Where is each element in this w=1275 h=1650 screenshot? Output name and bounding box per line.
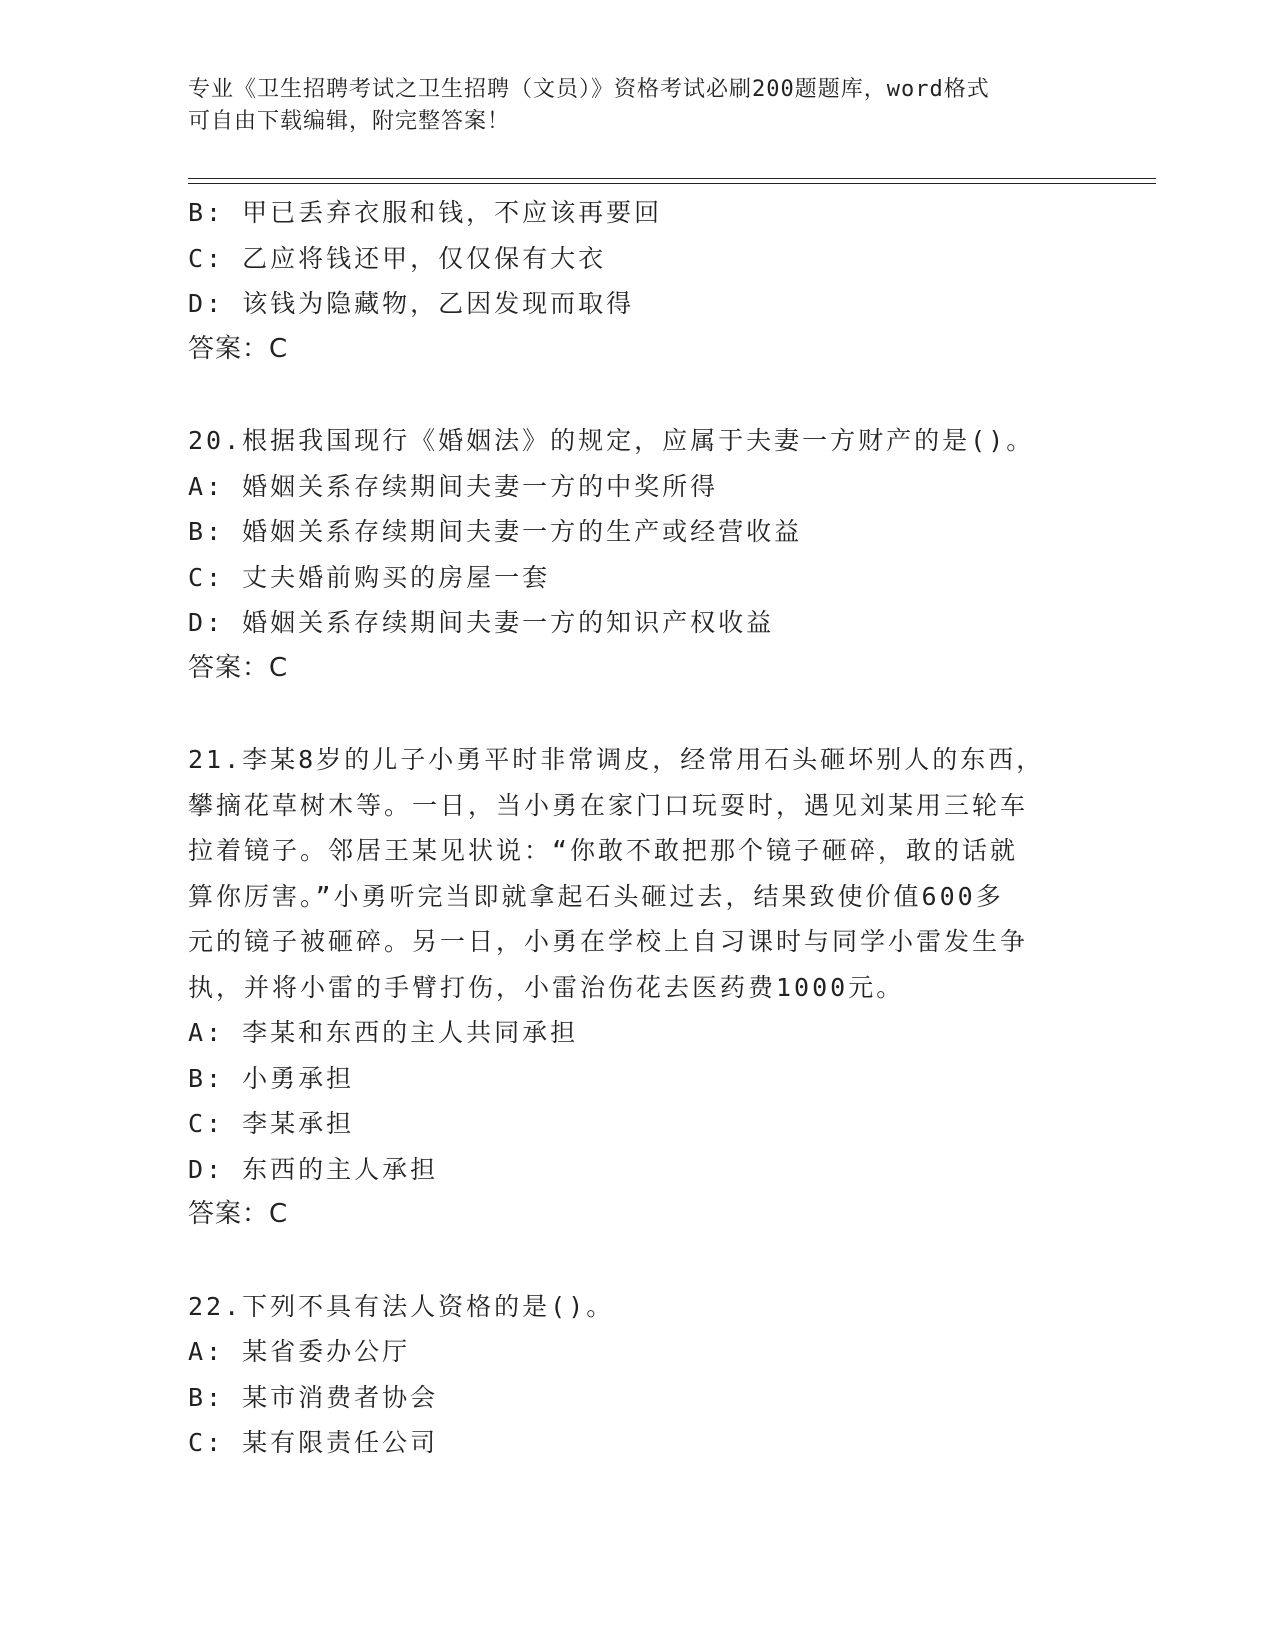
document-header [188,74,1068,138]
question-stem-line: 21.李某8岁的儿子小勇平时非常调皮，经常用石头砸坏别人的东西， [188,745,1045,774]
option-d: D: 婚姻关系存续期间夫妻一方的知识产权收益 [188,608,775,637]
question-19 [188,190,1088,372]
option-b: B: 某市消费者协会 [188,1382,439,1412]
header-rule-bottom [188,183,1156,184]
document-body [188,190,1088,1466]
option-b: B: 甲已丢弃衣服和钱，不应该再要回 [188,198,663,227]
question-stem-line: 算你厉害。”小勇听完当即就拿起石头砸过去，结果致使价值600多 [188,881,1004,911]
option-a: A: 李某和东西的主人共同承担 [188,1018,579,1047]
question-stem-line: 执，并将小雷的手臂打伤，小雷治伤花去医药费1000元。 [188,972,905,1002]
option-b: B: 小勇承担 [188,1063,355,1093]
spacer [188,691,1088,737]
option-c: C: 丈夫婚前购买的房屋一套 [188,562,551,592]
header-line-1: 专业《卫生招聘考试之卫生招聘（文员）》资格考试必刷200题题库，word格式 [188,77,990,102]
question-21 [188,737,1088,1238]
question-stem-line: 元的镜子被砸碎。另一日，小勇在学校上自习课时与同学小雷发生争 [188,927,1029,956]
question-22 [188,1284,1088,1466]
answer-line: 答案：C [188,1199,289,1229]
option-d: D: 该钱为隐藏物，乙因发现而取得 [188,289,635,318]
option-d: D: 东西的主人承担 [188,1154,439,1184]
spacer [188,1238,1088,1284]
header-rule-top [188,178,1156,179]
option-a: A: 婚姻关系存续期间夫妻一方的中奖所得 [188,471,719,501]
option-c: C: 某有限责任公司 [188,1428,439,1457]
answer-line: 答案：C [188,652,289,683]
option-b: B: 婚姻关系存续期间夫妻一方的生产或经营收益 [188,517,803,546]
spacer [188,372,1088,418]
option-c: C: 李某承担 [188,1109,355,1138]
answer-line: 答案：C [188,333,289,364]
option-a: A: 某省委办公厅 [188,1337,411,1366]
question-stem: 20.根据我国现行《婚姻法》的规定，应属于夫妻一方财产的是()。 [188,426,1035,455]
option-c: C: 乙应将钱还甲，仅仅保有大衣 [188,243,607,273]
question-stem-line: 攀摘花草树木等。一日，当小勇在家门口玩耍时，遇见刘某用三轮车 [188,790,1029,820]
header-line-2: 可自由下载编辑，附完整答案！ [188,109,511,134]
question-20 [188,418,1088,691]
question-stem: 22.下列不具有法人资格的是()。 [188,1291,615,1321]
question-stem-line: 拉着镜子。邻居王某见状说：“你敢不敢把那个镜子砸碎，敢的话就 [188,836,1019,865]
